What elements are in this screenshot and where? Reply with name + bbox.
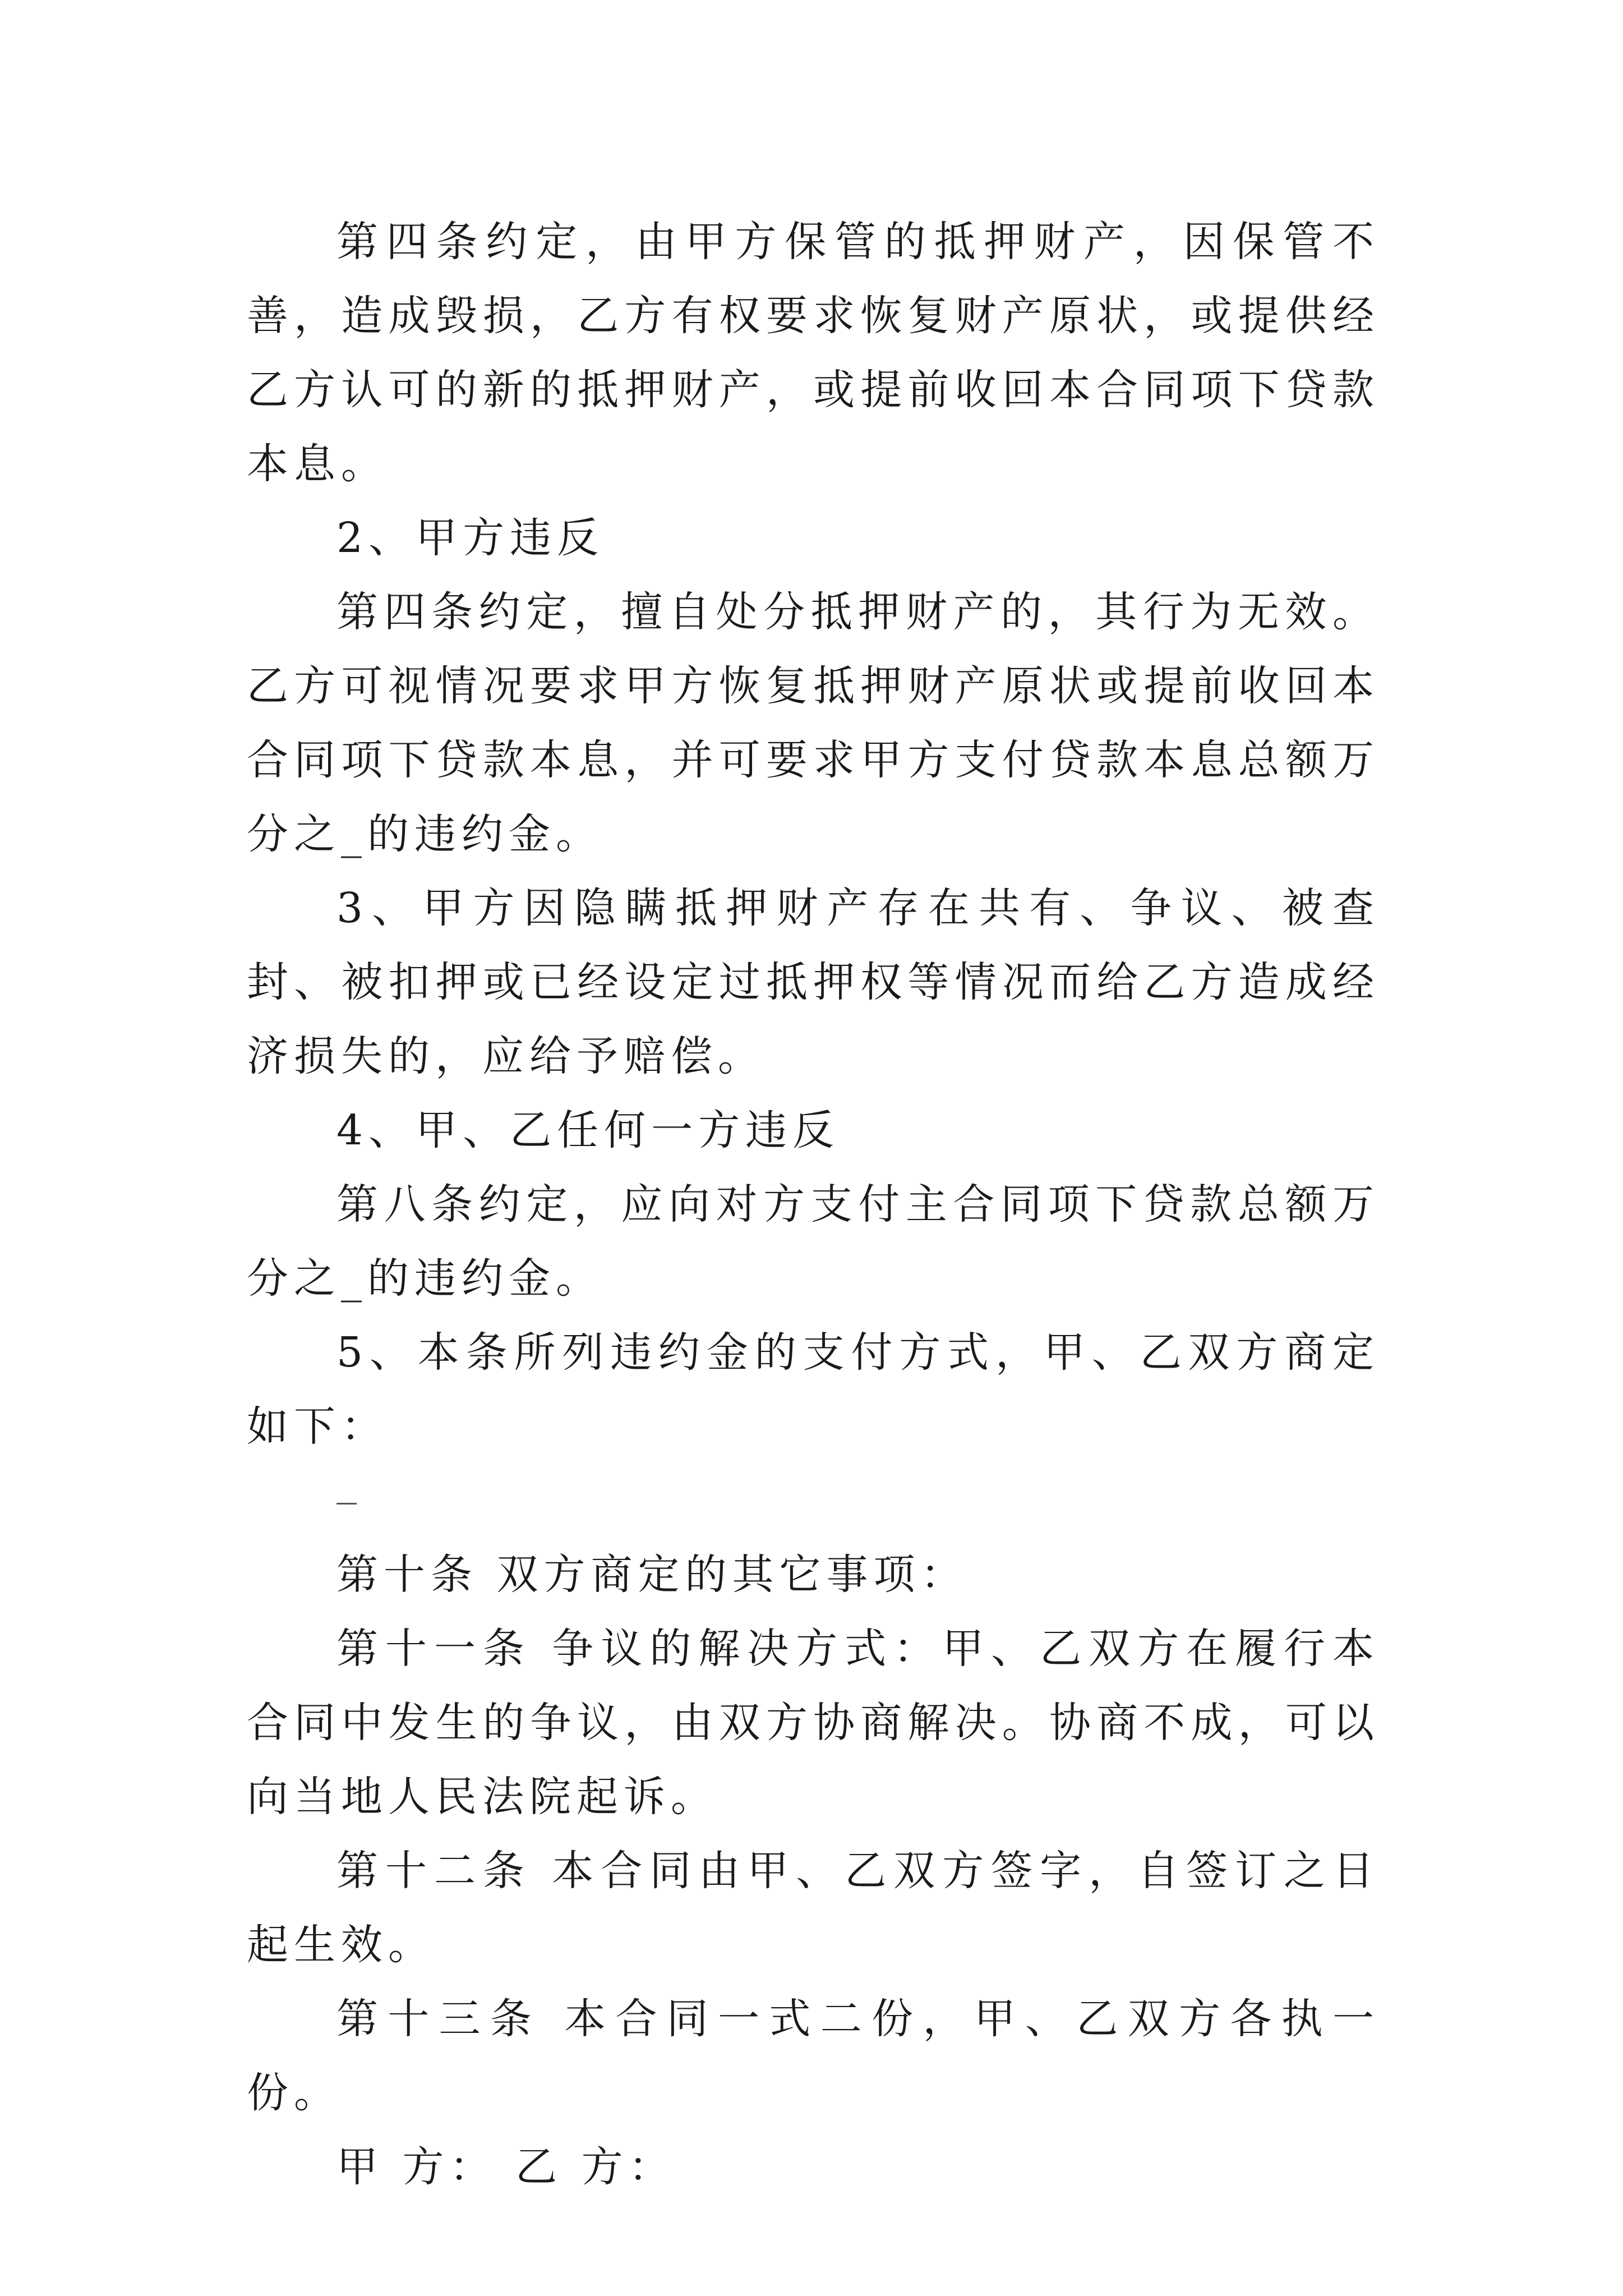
paragraph-item-5: 5、本条所列违约金的支付方式，甲、乙双方商定如下： (247, 1328, 1380, 1451)
paragraph-article-13: 第十三条 本合同一式二份，甲、乙双方各执一份。 (247, 1995, 1380, 2117)
blank-fill-line (247, 1464, 1380, 1538)
paragraph-article-10: 第十条 双方商定的其它事项： (336, 1550, 968, 1599)
paragraph-article-8: 第八条约定，应向对方支付主合同项下贷款总额万分之_的违约金。 (247, 1180, 1380, 1303)
paragraph-article-4-disposal: 第四条约定，擅自处分抵押财产的，其行为无效。乙方可视情况要求甲方恢复抵押财产原状或提前收回本合同项下贷款本息，并可要求甲方支付贷款本息总额万分之_的违约金。 (247, 588, 1380, 858)
paragraph-item-2: 2、甲方违反 (336, 514, 605, 562)
paragraph-article-4-damage: 第四条约定，由甲方保管的抵押财产，因保管不善，造成毁损，乙方有权要求恢复财产原状，或提供经乙方认可的新的抵押财产，或提前收回本合同项下贷款本息。 (247, 218, 1380, 488)
paragraph-article-12: 第十二条 本合同由甲、乙双方签字，自签订之日起生效。 (247, 1847, 1380, 1969)
paragraph-item-4: 4、甲、乙任何一方违反 (336, 1106, 840, 1154)
blank-underscore (336, 1503, 357, 1504)
paragraph-item-3: 3、甲方因隐瞒抵押财产存在共有、争议、被查封、被扣押或已经设定过抵押权等情况而给乙方造成经济损失的，应给予赔偿。 (247, 884, 1380, 1080)
signature-line: 甲 方： 乙 方： (336, 2143, 676, 2191)
document-body (247, 205, 1380, 2204)
paragraph-article-11: 第十一条 争议的解决方式：甲、乙双方在履行本合同中发生的争议，由双方协商解决。协商不成，可以向当地人民法院起诉。 (247, 1625, 1380, 1821)
